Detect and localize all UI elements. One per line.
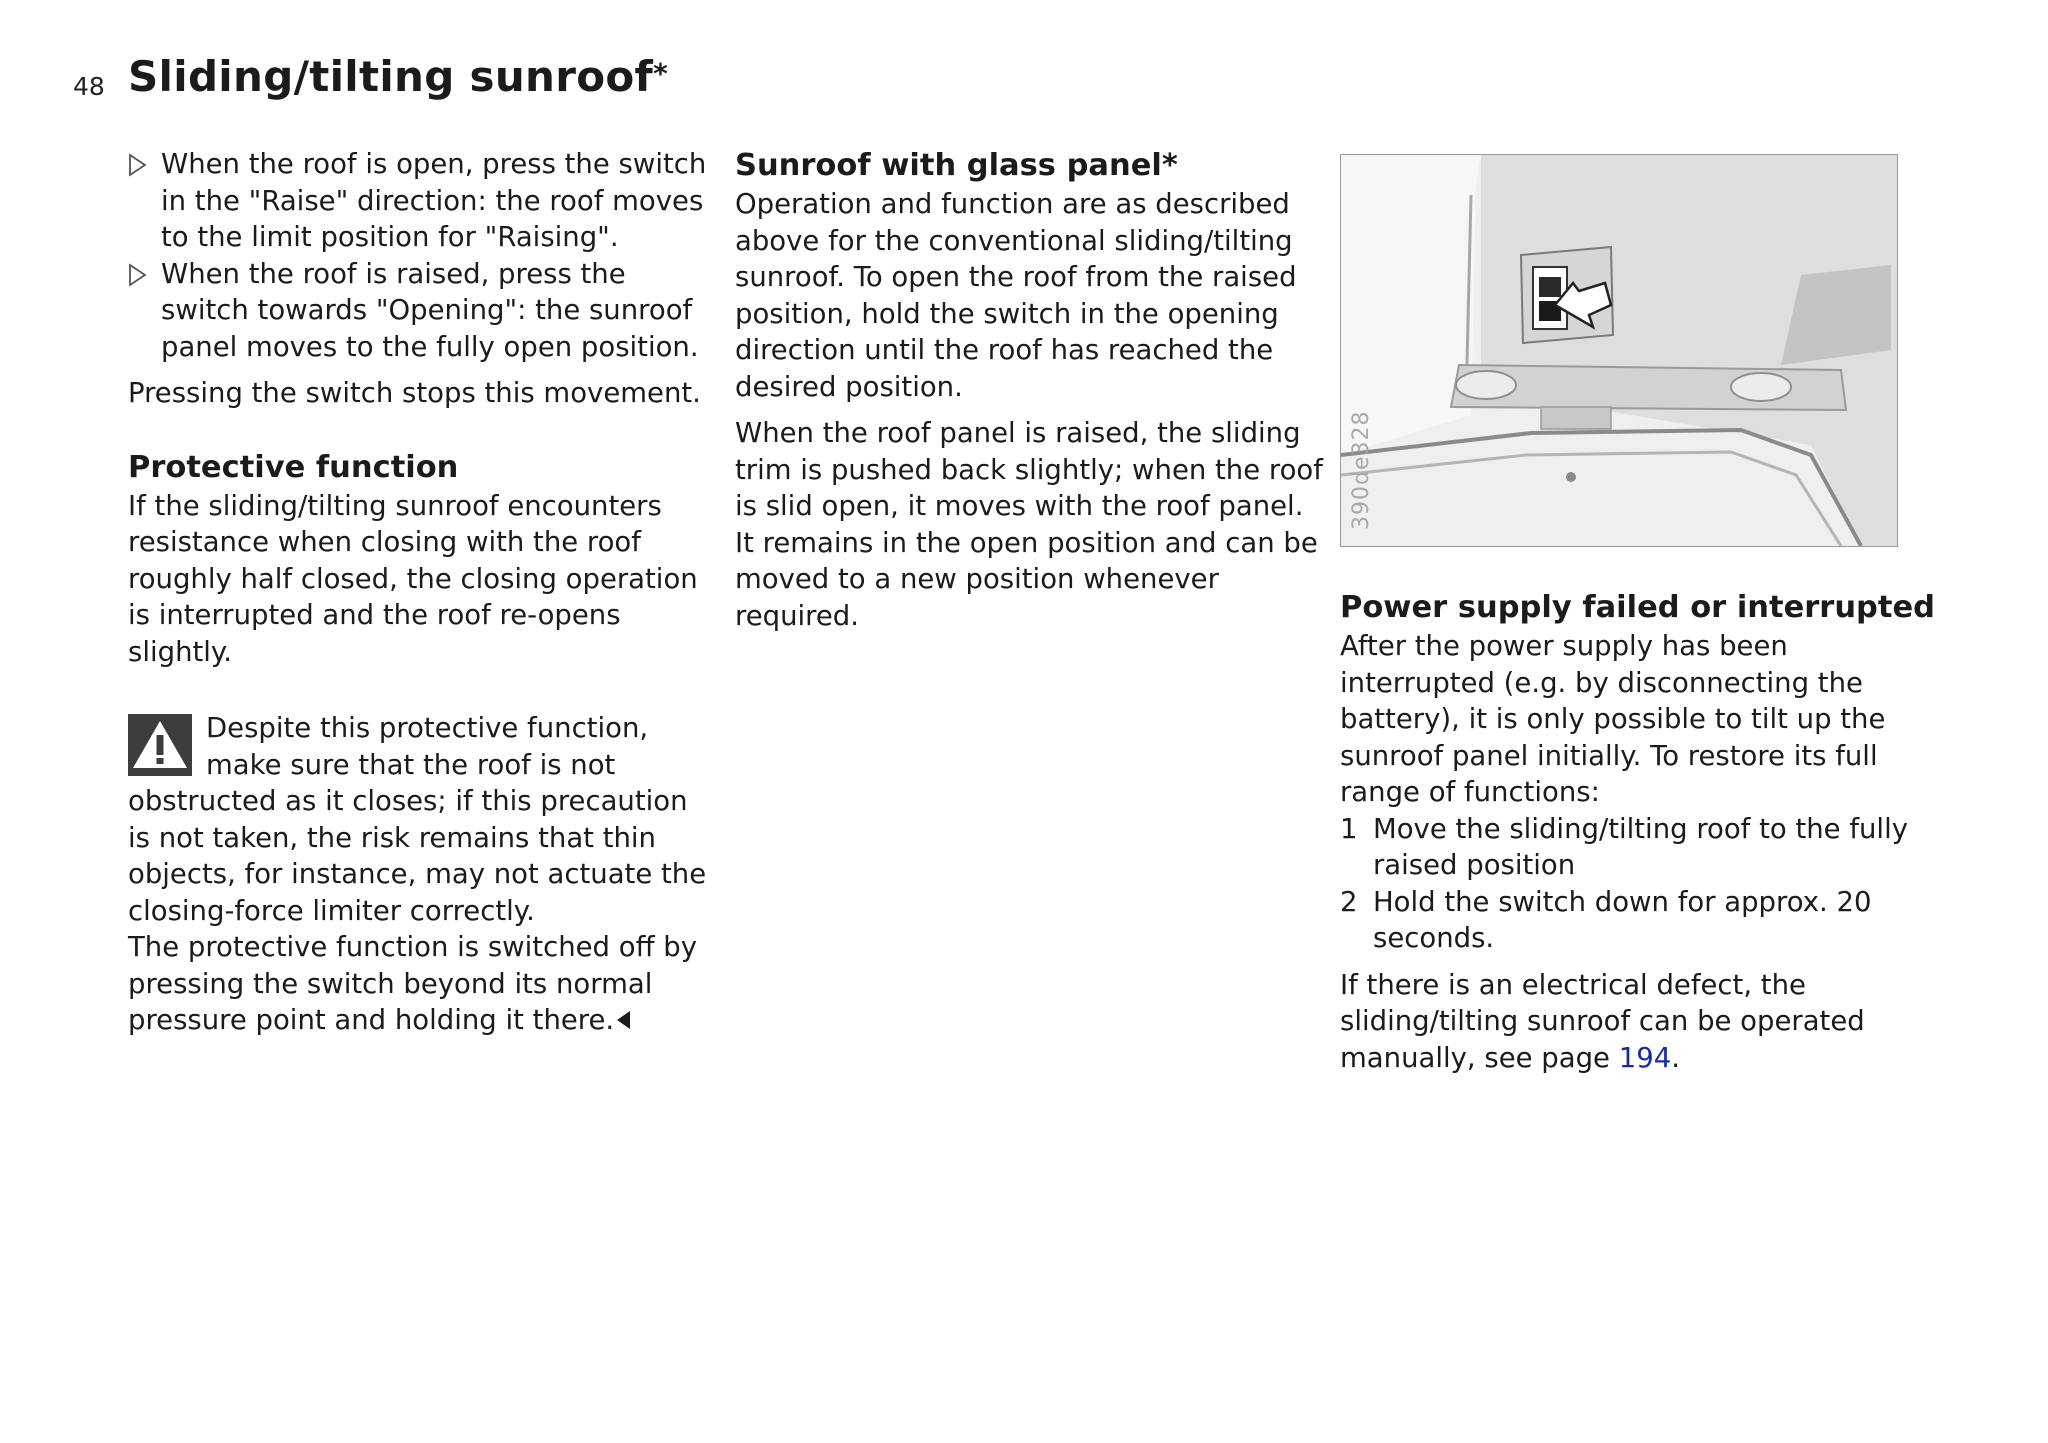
section-heading: Protective function: [128, 449, 459, 485]
bullet-triangle-icon: [128, 262, 148, 288]
section-heading: Sunroof with glass panel*: [735, 148, 1178, 183]
bullet-list: [128, 146, 718, 365]
step-text: Move the sliding/tilting roof to the fully raised position: [1373, 812, 1908, 881]
body-paragraph: When the roof panel is raised, the sliding trim is pushed back slightly; when the roof is slid open, it moves with the roof panel. It remains in the open position and can be moved to a new position whenever required.: [735, 417, 1323, 632]
list-item: [128, 146, 718, 256]
bullet-text: When the roof is open, press the switch in the "Raise" direction: the roof moves to the limit position for "Raising".: [161, 148, 707, 253]
step-text: Hold the switch down for approx. 20 seconds.: [1373, 885, 1872, 954]
section-heading: Power supply failed or interrupted: [1340, 590, 1935, 625]
end-of-text-icon: [614, 1009, 632, 1031]
page-title-text: Sliding/tilting sunroof: [128, 52, 654, 101]
bullet-triangle-icon: [128, 152, 148, 178]
left-column: [128, 146, 718, 1039]
page-title: [128, 52, 668, 101]
warning-triangle-icon: [128, 714, 192, 776]
list-item: [1340, 884, 1940, 957]
warning-text: Despite this protective function, make sure that the roof is not obstructed as it closes; if this precaution is not taken, the risk remains that thin objects, for instance, may not actuate the closing-force limiter correctly.: [128, 712, 707, 927]
step-number: 1: [1340, 812, 1358, 845]
list-item: [1340, 811, 1940, 884]
numbered-steps: [1340, 811, 1940, 957]
sunroof-switch-illustration: [1340, 154, 1898, 547]
page-number: 48: [73, 72, 105, 101]
figure-code: 390de328: [1349, 410, 1374, 530]
body-paragraph: Operation and function are as described above for the conventional sliding/tilting sunroof. To open the roof from the raised position, hold the switch in the opening direction until the roof has reached the desired position.: [735, 188, 1297, 403]
body-paragraph: If the sliding/tilting sunroof encounters resistance when closing with the roof roughly half closed, the closing operation is interrupted and the roof re-opens slightly.: [128, 489, 698, 668]
warning-block: [128, 710, 718, 1039]
body-paragraph: Pressing the switch stops this movement.: [128, 377, 701, 409]
warning-text-continued: The protective function is switched off by pressing the switch beyond its normal pressure point and holding it there.: [128, 931, 697, 1036]
right-column: [1340, 588, 1940, 1076]
bullet-text: When the roof is raised, press the switch towards "Opening": the sunroof panel moves to the fully open position.: [161, 257, 699, 363]
body-paragraph: After the power supply has been interrupted (e.g. by disconnecting the battery), it is only possible to tilt up the sunroof panel initially. To restore its full range of functions:: [1340, 630, 1886, 808]
body-paragraph: If there is an electrical defect, the sliding/tilting sunroof can be operated manually, see page 194.: [1340, 968, 1865, 1074]
middle-column: [735, 146, 1325, 634]
optional-equipment-mark: *: [653, 57, 669, 90]
list-item: [128, 256, 718, 366]
headliner-drawing: [1341, 155, 1897, 546]
step-number: 2: [1340, 885, 1358, 918]
page-reference-link[interactable]: 194: [1618, 1041, 1672, 1074]
